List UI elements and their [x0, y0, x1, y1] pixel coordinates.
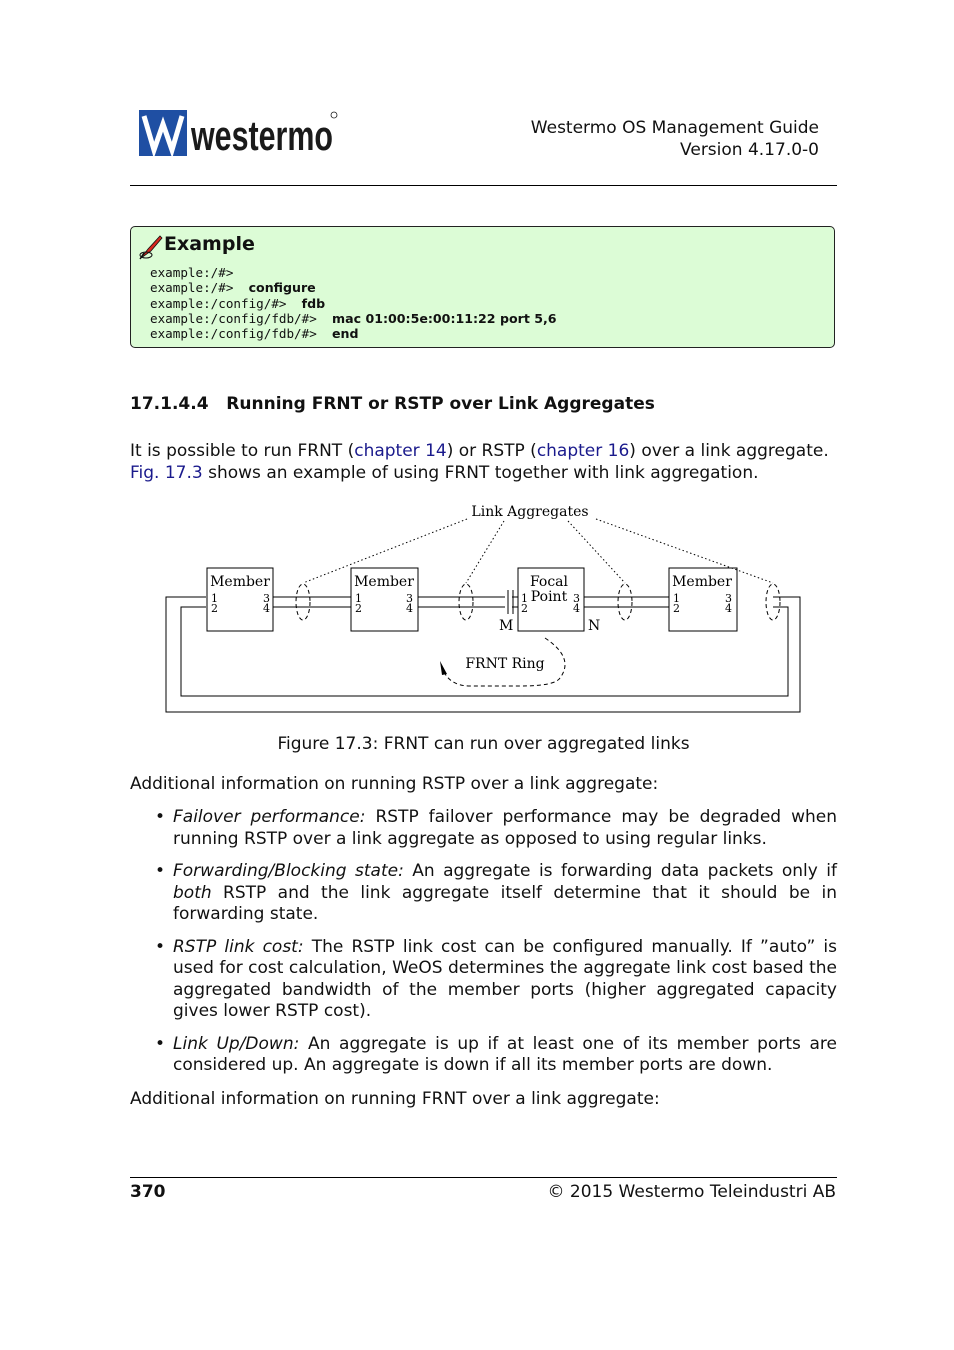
frnt-link-aggregation-diagram [160, 498, 810, 722]
code-prompt: example:/config/fdb/#> [150, 326, 317, 342]
figure-caption: Figure 17.3: FRNT can run over aggregated links [277, 734, 690, 754]
port-label: 4 [725, 602, 732, 615]
rstp-bullet-list [155, 807, 837, 1088]
bullet-text: An aggregate is up if at least one of its member ports are considered up. An aggregate is down if all its member ports are down. [173, 1033, 837, 1075]
list-item [155, 861, 837, 926]
figure-17-3-link[interactable]: Fig. 17.3 [130, 462, 203, 483]
chapter-16-link[interactable]: chapter 16 [536, 441, 630, 461]
rstp-intro: Additional information on running RSTP over a link aggregate: [130, 774, 659, 794]
port-label: 3 [406, 592, 413, 605]
bullet-term: Forwarding/Blocking state: [173, 861, 404, 881]
code-prompt: example:/config/fdb/#> [150, 310, 317, 326]
port-label: 2 [673, 602, 680, 615]
m-label: M [499, 618, 514, 634]
section-heading [130, 394, 655, 414]
bullet-term: RSTP link cost: [173, 936, 304, 957]
bullet-text: RSTP and the link aggregate itself determine that it should be in forwarding state. [173, 882, 837, 924]
intro-text: It is possible to run FRNT ( [130, 441, 355, 461]
port-label: 2 [521, 602, 528, 615]
code-command: configure [248, 280, 316, 296]
link-aggregates-label: Link Aggregates [471, 504, 589, 520]
port-label: 1 [211, 592, 218, 605]
bullet-text: An aggregate is forwarding data packets only if [403, 861, 837, 881]
port-label: 1 [673, 592, 680, 605]
intro-text: ) or RSTP ( [446, 441, 537, 461]
code-command: fdb [301, 295, 326, 311]
example-title: Example [164, 233, 255, 255]
code-prompt: example:/#> [150, 265, 234, 280]
header-title-block [531, 117, 819, 161]
intro-text: ) over a link aggregate. [629, 441, 829, 461]
bullet-text: The RSTP link cost can be configured manually. If ”auto” is used for cost calculation, WeOS determines the aggregate link cost based the aggregated bandwidth of the member ports (higher aggregated capacity gives lower RSTP cost). [173, 936, 838, 1021]
list-item [155, 937, 837, 1023]
list-item [155, 1034, 837, 1077]
example-code [150, 265, 557, 341]
frnt-intro: Additional information on running FRNT over a link aggregate: [130, 1089, 660, 1109]
n-label: N [588, 618, 601, 634]
code-command: end [331, 326, 359, 342]
port-label: 3 [263, 592, 270, 605]
member-label: Member [672, 574, 732, 590]
page-number: 370 [130, 1182, 166, 1202]
port-label: 1 [521, 592, 528, 605]
port-label: 2 [211, 602, 218, 615]
intro-paragraph [130, 441, 837, 484]
example-box [130, 226, 835, 348]
focal-label: Focal [529, 574, 569, 590]
port-label: 1 [355, 592, 362, 605]
code-prompt: example:/#> [150, 280, 234, 296]
list-item [155, 807, 837, 850]
section-title: Running FRNT or RSTP over Link Aggregates [226, 394, 655, 414]
bullet-emphasis: both [173, 882, 212, 903]
logo-wordmark: westermo [190, 112, 333, 159]
port-label: 4 [406, 602, 413, 615]
section-number: 17.1.4.4 [130, 394, 209, 414]
copyright-notice: © 2015 Westermo Teleindustri AB [547, 1182, 836, 1202]
port-label: 2 [355, 602, 362, 615]
bullet-term: Link Up/Down: [173, 1033, 300, 1054]
bullet-text: RSTP failover performance may be degraded when running RSTP over a link aggregate as opposed to using regular links. [173, 807, 837, 849]
member-label: Member [210, 574, 270, 590]
westermo-logo [139, 110, 339, 158]
port-label: 4 [573, 602, 580, 615]
frnt-ring-label: FRNT Ring [465, 656, 545, 672]
header-divider [130, 185, 837, 186]
guide-version: Version 4.17.0-0 [680, 140, 819, 160]
code-command: mac 01:00:5e:00:11:22 port 5,6 [331, 310, 557, 326]
guide-title: Westermo OS Management Guide [530, 118, 819, 138]
port-label: 4 [263, 602, 270, 615]
quill-pen-icon [138, 234, 164, 260]
focal-label: Point [530, 589, 568, 605]
footer-divider [130, 1177, 837, 1178]
intro-text: shows an example of using FRNT together with link aggregation. [202, 462, 759, 483]
member-label: Member [354, 574, 414, 590]
bullet-term: Failover performance: [173, 807, 366, 827]
code-prompt: example:/config/#> [150, 295, 287, 311]
chapter-14-link[interactable]: chapter 14 [354, 441, 447, 461]
port-label: 3 [573, 592, 580, 605]
port-label: 3 [725, 592, 732, 605]
